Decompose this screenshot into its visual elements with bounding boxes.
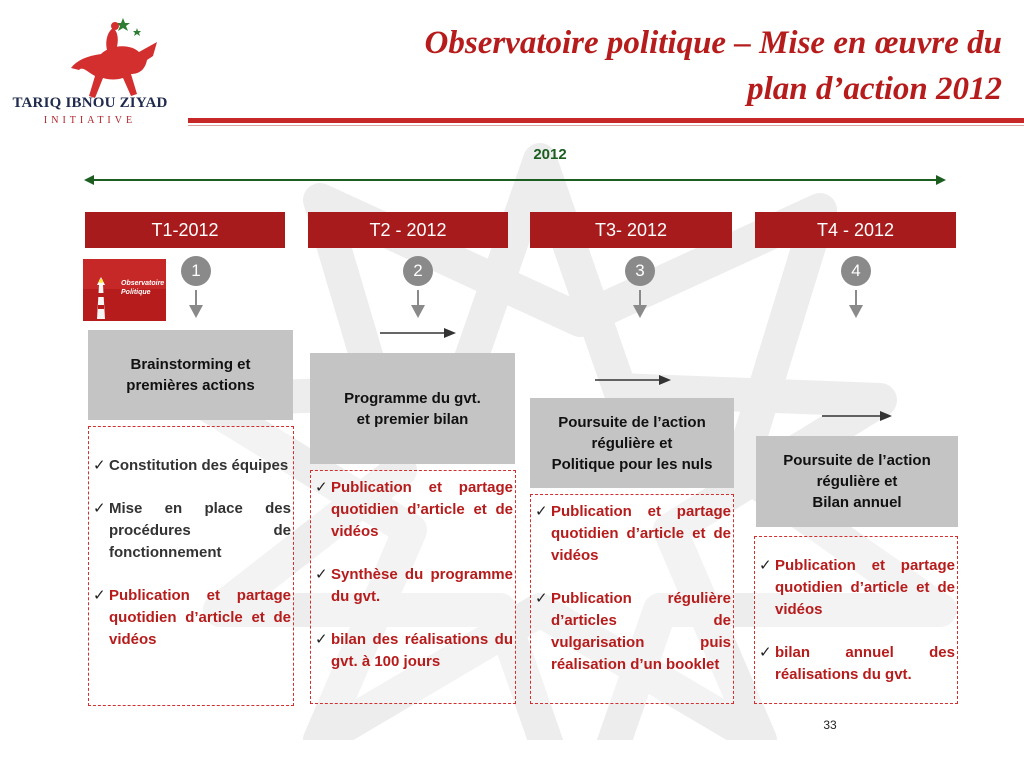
check-icon: ✓ [535,503,548,520]
list-item: ✓ Publication et partage quotidien d’article et de vidéos [759,557,955,618]
phase-2-title-line-1: Programme du gvt. [344,389,481,407]
list-item: ✓ Synthèse du programme du gvt. [315,566,513,605]
title-line-1: Observatoire politique – Mise en œuvre du [424,25,1002,61]
logo-name: TARIQ IBNOU ZIYAD [12,95,168,111]
title-line-2: plan d’action 2012 [747,71,1002,107]
phase-4-tasks [754,536,958,704]
phase-1-tasks [88,426,294,706]
list-item: ✓ Publication et partage quotidien d’article et de vidéos [535,503,731,564]
list-item: ✓ bilan des réalisations du gvt. à 100 jours [315,631,513,670]
step-number-2: 2 [403,256,433,286]
check-icon: ✓ [535,590,548,607]
logo-subtitle: INITIATIVE [43,115,137,126]
page-title [242,20,1002,112]
down-arrow-icon [186,290,206,320]
quarter-header-t4: T4 - 2012 [755,212,956,248]
phase-2-tasks [310,470,516,704]
list-item: ✓ Constitution des équipes [93,455,291,477]
phase-3-box [530,398,734,488]
phase-3-title-line-3: Politique pour les nuls [551,455,713,473]
check-icon: ✓ [759,644,772,661]
tariq-ibnou-ziyad-logo [6,14,176,134]
phase-4-title-line-2: régulière et [816,473,898,490]
step-number-4: 4 [841,256,871,286]
phase-2-box [310,353,515,464]
check-icon: ✓ [315,566,328,583]
list-item: ✓ Mise en place des procédures de fonctionnement [93,500,291,561]
check-icon: ✓ [315,479,328,496]
list-item: ✓ Publication et partage quotidien d’article et de vidéos [315,479,513,540]
quarter-header-t1: T1-2012 [85,212,285,248]
title-divider-thin [188,125,1024,126]
right-arrow-icon [595,372,673,388]
horse-rider-icon [61,14,171,106]
step-number-1: 1 [181,256,211,286]
list-item: ✓ Publication régulière d’articles de vulgarisation puis réalisation d’un booklet [535,590,731,673]
phase-1-title-line-2: premières actions [126,377,255,394]
phase-1-box [88,330,293,420]
phase-2-title-line-2: et premier bilan [356,410,469,428]
observatoire-politique-thumbnail [83,259,166,321]
phase-3-title-line-1: Poursuite de l’action [558,413,706,431]
timeline-double-arrow [80,170,950,190]
thumb-text-1: Observatoire [121,280,165,287]
down-arrow-icon [630,290,650,320]
right-arrow-icon [380,325,458,341]
check-icon: ✓ [315,631,328,648]
quarter-header-t3: T3- 2012 [530,212,732,248]
down-arrow-icon [408,290,428,320]
phase-3-tasks [530,494,734,704]
quarter-header-t2: T2 - 2012 [308,212,508,248]
thumb-text-2: Politique [121,289,151,296]
phase-3-title-line-2: régulière et [591,434,673,452]
timeline-year: 2012 [533,146,567,163]
phase-4-box [756,436,958,527]
title-divider [188,118,1024,123]
down-arrow-icon [846,290,866,320]
right-arrow-icon [822,408,894,424]
list-item: ✓ bilan annuel des réalisations du gvt. [759,644,955,683]
page-number: 33 [823,718,837,732]
phase-1-title-line-1: Brainstorming et [130,356,251,373]
check-icon: ✓ [93,500,106,517]
check-icon: ✓ [93,587,106,604]
check-icon: ✓ [759,557,772,574]
list-item: ✓ Publication et partage quotidien d’article et de vidéos [93,587,291,648]
phase-4-title-line-3: Bilan annuel [812,494,902,511]
phase-4-title-line-1: Poursuite de l’action [783,452,931,469]
step-number-3: 3 [625,256,655,286]
check-icon: ✓ [93,457,106,474]
